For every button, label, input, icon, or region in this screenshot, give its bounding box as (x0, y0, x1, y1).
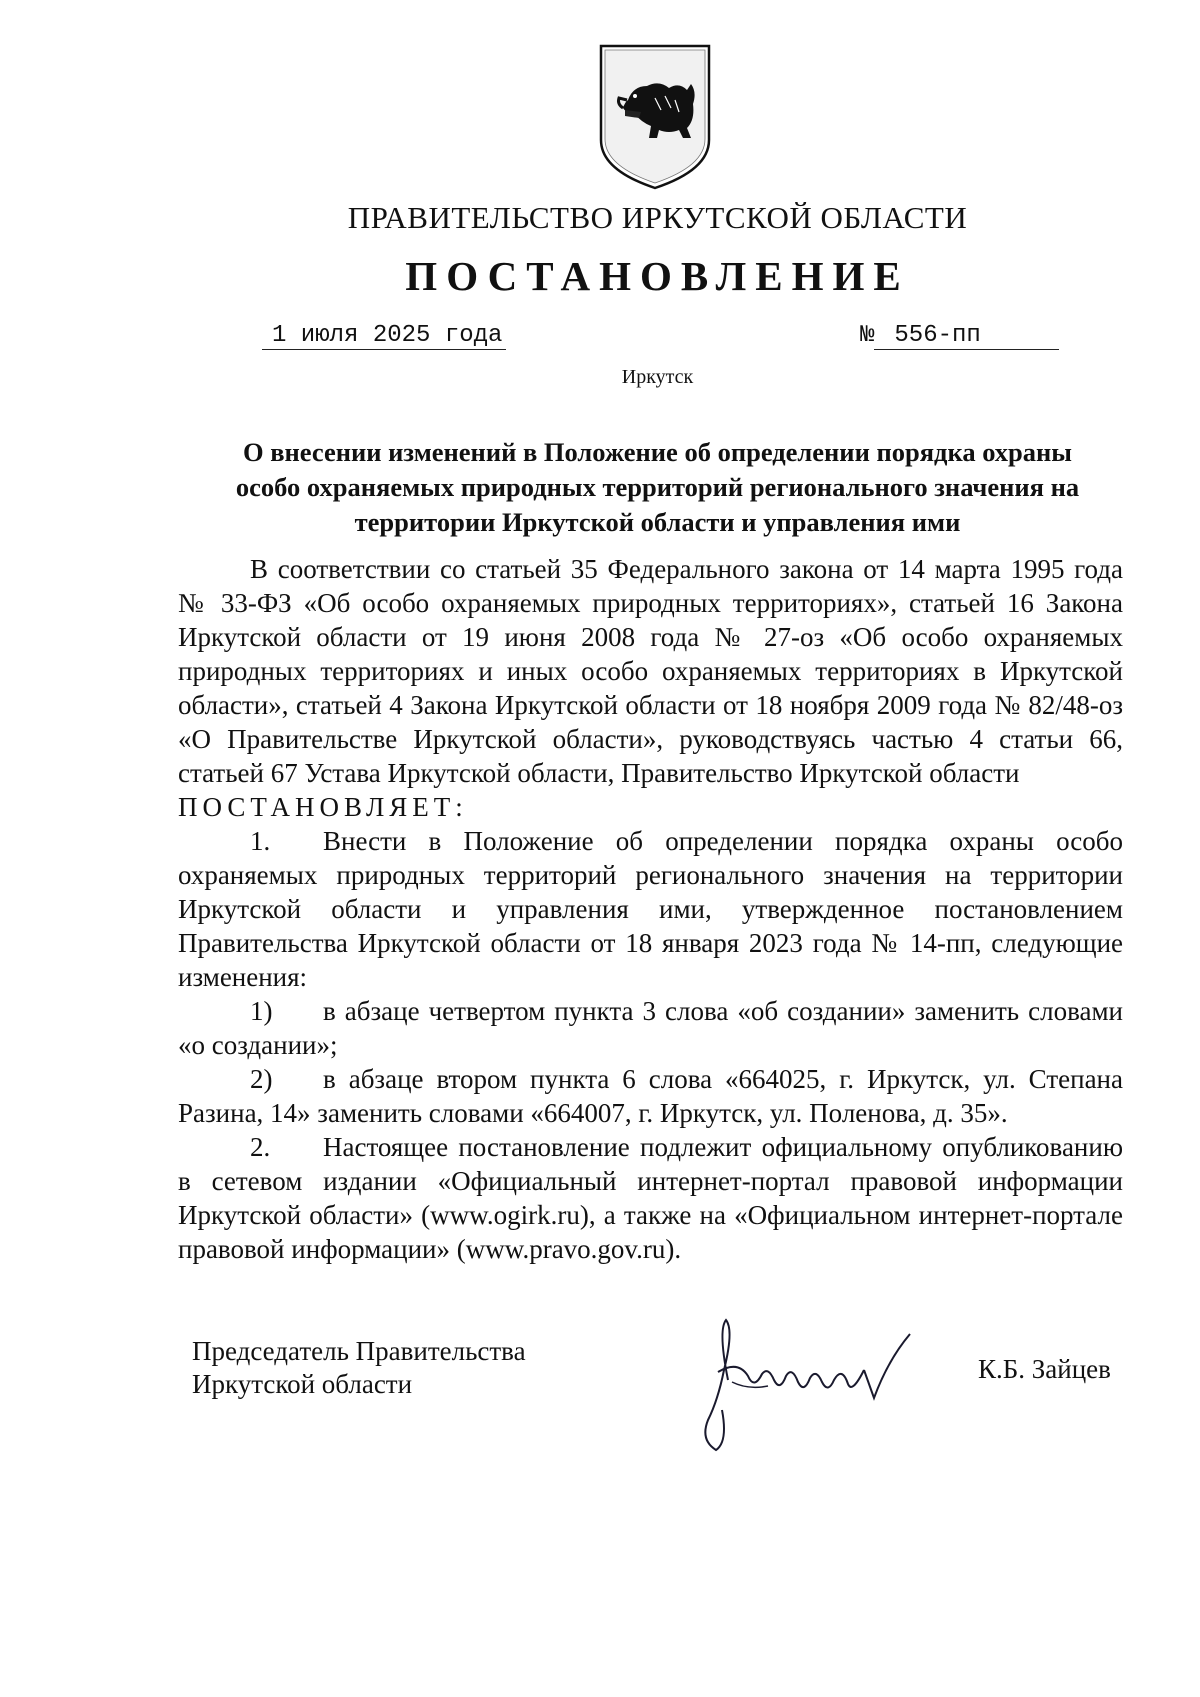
number-sign: № (860, 322, 875, 349)
subitem-2-marker: 2) (250, 1064, 273, 1094)
subitem-1-text: в абзаце четвертом пункта 3 слова «об создании» заменить словами «о создании»; (178, 996, 1123, 1060)
title-line-1: О внесении изменений в Положение об определении порядка охраны (242, 437, 1072, 467)
signatory-name: К.Б. Зайцев (978, 1354, 1111, 1384)
document-date (262, 322, 506, 350)
item-2 (178, 1130, 1123, 1266)
coat-of-arms-icon (595, 42, 715, 192)
item-2-marker: 2. (250, 1132, 271, 1162)
item-1-text: Внести в Положение об определении порядка охраны особо охраняемых природных территорий регионального значения на территории Иркутской области и управления ими, утвержденное постановлением Правительства Иркутской области от 18 января 2023 года № 14-пп, следующие изменения: (178, 826, 1123, 992)
number-value: 556-пп (874, 322, 1059, 350)
document-city: Иркутск (621, 366, 694, 388)
position-line-1: Председатель Правительства (192, 1336, 526, 1366)
resolves-heading: ПОСТАНОВЛЯЕТ: (178, 792, 468, 822)
organization-name: ПРАВИТЕЛЬСТВО ИРКУТСКОЙ ОБЛАСТИ (347, 200, 968, 235)
item-1 (178, 824, 1123, 994)
subitem-2-text: в абзаце втором пункта 6 слова «664025, г. Иркутск, ул. Степана Разина, 14» заменить словами «664007, г. Иркутск, ул. Поленова, д. 35». (178, 1064, 1123, 1128)
item-1-marker: 1. (250, 826, 271, 856)
document-number (860, 322, 1059, 350)
preamble-paragraph: В соответствии со статьей 35 Федерального закона от 14 марта 1995 года № 33-ФЗ «Об особо охраняемых природных территориях», статьей 16 Закона Иркутской области от 19 июня 2008 года № 27-оз «Об особо охраняемых природных территориях и иных особо охраняемых территориях в Иркутской области», статьей 4 Закона Иркутской области от 18 ноября 2009 года № 82/48-оз «О Правительстве Иркутской области», руководствуясь частью 4 статьи 66, статьей 67 Устава Иркутской области, Правительство Иркутской области (178, 554, 1123, 788)
date-value: 1 июля 2025 года (262, 322, 506, 350)
item-2-text: Настоящее постановление подлежит официальному опубликованию в сетевом издании «Официальный интернет-портал правовой информации Иркутской области» (www.ogirk.ru), а также на «Официальном интернет-портале правовой информации» (www.pravo.gov.ru). (178, 1132, 1123, 1264)
document-body (178, 552, 1123, 1266)
subitem-2 (178, 1062, 1123, 1130)
signatory-position (192, 1335, 526, 1401)
subitem-1 (178, 994, 1123, 1062)
document-type: ПОСТАНОВЛЕНИЕ (405, 253, 910, 299)
handwritten-signature (688, 1310, 948, 1460)
title-line-3: территории Иркутской области и управления ими (354, 507, 961, 537)
subitem-1-marker: 1) (250, 996, 273, 1026)
document-title (180, 435, 1135, 540)
title-line-2: особо охраняемых природных территорий регионального значения на (235, 472, 1080, 502)
position-line-2: Иркутской области (192, 1369, 413, 1399)
